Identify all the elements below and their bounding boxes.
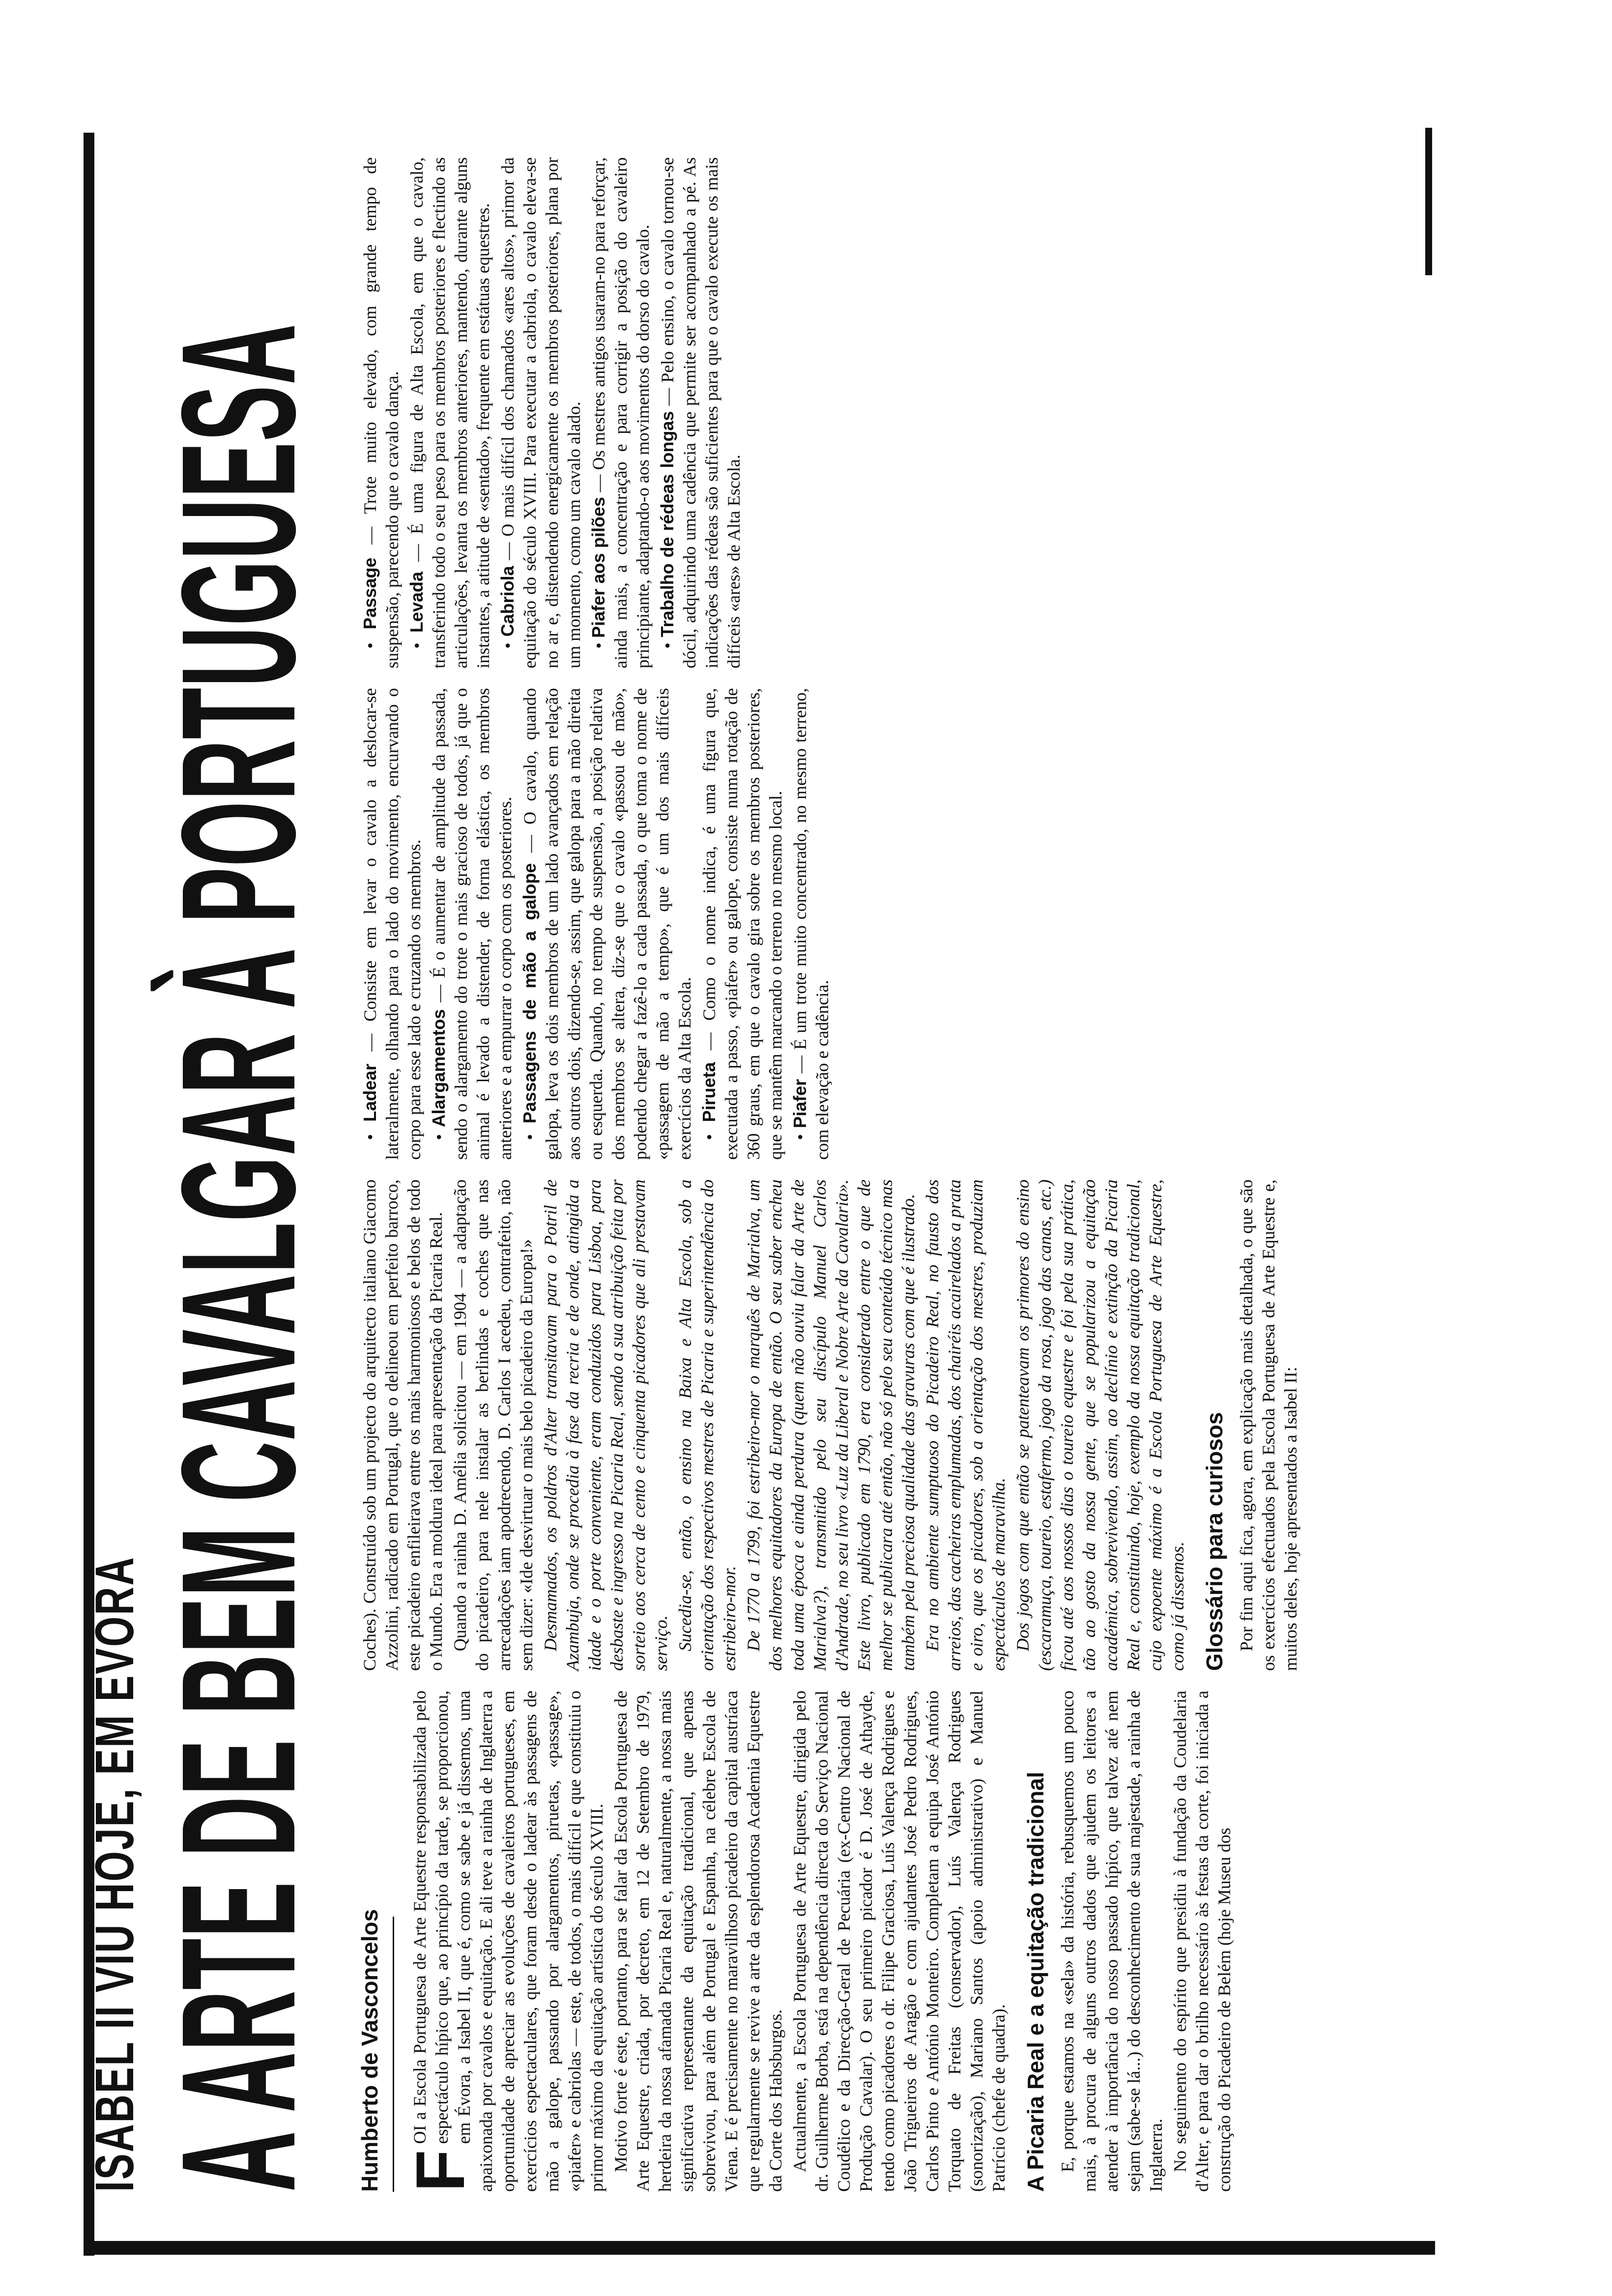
glossary-definition: — É uma figura de Alta Escola, em que o cavalo, transferindo todo o seu peso para os membros posteriores e flectindo as articulações, levanta os membros anteriores, mantendo, durante alguns instantes, a atitude de «sentado», frequente em estátuas equestres.	[407, 157, 493, 668]
byline-rule	[393, 1917, 394, 2192]
newspaper-article	[84, 128, 1430, 2211]
article-column-2	[359, 1179, 1304, 1671]
paragraph: Por fim aqui fica, agora, em explicação mais detalhada, o que são os exercícios efectuados pela Escola Portuguesa de Arte Equestre e, muitos deles, hoje apresentados a Isabel II:	[1237, 1179, 1300, 1671]
paragraph: No seguimento do espírito que presidiu à fundação da Coudelaria d'Alter, e para dar o brilho necessário às festas da corte, foi iniciada a construção do Picadeiro de Belém (hoje Museu dos	[1170, 1691, 1234, 2192]
glossary-entry: • Ladear — Consiste em levar o cavalo a deslocar-se lateralmente, olhando para o lado do movimento, encurvando o corpo para esse lado e cruzando os membros.	[360, 688, 424, 1160]
glossary-definition: — Trote muito elevado, com grande tempo de suspensão, parecendo que o cavalo dança.	[360, 157, 402, 668]
glossary-term: Piafer aos pilões	[588, 497, 608, 638]
section-heading: Glossário para curiosos	[1202, 1412, 1227, 1671]
glossary-entry: • Piafer — É um trote muito concentrado, no mesmo terreno, com elevação e cadência.	[790, 688, 832, 1160]
glossary-entry: • Cabriola — O mais difícil dos chamados «ares altos», primor da equitação do século XVIII. Para executar a cabriola, o cavalo eleva-se no ar e, distendendo energicamente os membros posteriores, plana por um momento, como um cavalo alado.	[497, 157, 584, 668]
glossary-term: Ladear	[360, 1063, 380, 1122]
section-heading: A Picaria Real e a equitação tradicional	[1023, 1772, 1048, 2192]
paragraph: Dos jogos com que então se patenteavam os primores do ensino (escaramuça, toureio, estafermo, jogo da rosa, jogo das canas, etc.) ficou até aos nossos dias o toureio equestre e foi pela sua prática, tão ao gosto da nossa gente, que se popularizou a equitação académica, sobrevivendo, assim, ao declínio e extinção da Picaria Real e, constituindo, hoje, exemplo da nossa equitação tradicional, cujo expoente máximo é a Escola Portuguesa de Arte Equestre, como já dissemos.	[1013, 1179, 1187, 1671]
article-column-1	[359, 1691, 1238, 2192]
paragraph: Era no ambiente sumptuoso do Picadeiro Real, no fausto dos arreios, das cacheiras emplumadas, dos chairéis acairelados a prata e oiro, que os picadores, sob a orientação dos mestres, produziam espectáculos de maravilha.	[922, 1179, 1008, 1671]
glossary-entry: • Passage — Trote muito elevado, com grande tempo de suspensão, parecendo que o cavalo dança.	[360, 157, 402, 668]
glossary-entry: • Passagens de mão a galope — O cavalo, quando galopa, leva os dois membros de um lado avançados em relação aos outros dois, dizendo-se, assim, que galopa para a mão direita ou esquerda. Quando, no tempo de suspensão, a posição relativa dos membros se altera, diz-se que o cavalo «passou de mão», podendo chegar a fazê-lo a cada passada, o que toma o nome de «passagem de mão a tempo», que é um dos mais difíceis exercícios da Alta Escola.	[519, 688, 694, 1160]
headline: A ARTE DE BEM CAVALGAR À PORTUGUESA	[147, 323, 329, 2192]
glossary-term: Trabalho de rédeas longas	[657, 411, 677, 637]
glossary-term: Passage	[360, 557, 380, 630]
paragraph: E, porque estamos na «sela» da história, rebusquemos um pouco mais, à procura de alguns outros dados que ajudem os leitores a atender à importância do nosso passado hípico, que talvez até nem sejam (sabe-se lá...) do desconhecimento de sua majestade, a rainha de Inglaterra.	[1058, 1691, 1166, 2192]
paragraph: Actualmente, a Escola Portuguesa de Arte Equestre, dirigida pelo dr. Guilherme Borba, está na dependência directa do Serviço Nacional Coudélico e da Direcção-Geral de Pecuária (ex-Centro Nacional de Produção Cavalar). O seu primeiro picador é D. José de Athayde, tendo como picadores o dr. Filipe Graciosa, Luís Valença Rodrigues e João Trigueiros de Aragão e com ajudantes José Pedro Rodrigues, Carlos Pinto e António Monteiro. Completam a equipa José António Torquato de Freitas (conservador), Luís Valença Rodrigues (sonorização), Mariano Santos (apoio administrativo) e Manuel Patrício (chefe de quadra).	[790, 1691, 1008, 2192]
glossary-entry: • Piafer aos pilões — Os mestres antigos usaram-no para reforçar, ainda mais, a concentração e para corrigir a posição do cavaleiro principiante, adaptando-o aos movimentos do dorso do cavalo.	[588, 157, 653, 668]
paragraph: Motivo forte é este, portanto, para se falar da Escola Portuguesa de Arte Equestre, criada, por decreto, em 12 de Setembro de 1979, herdeira da nossa afamada Picaria Real e, naturalmente, a nossa mais significativa representante da equitação tradicional, que apenas sobrevivou, para além de Portugal e Espanha, na célebre Escola de Viena. E é precisamente no maravilhoso picadeiro da capital austríaca que regularmente se revive a arte da esplendorosa Academia Equestre da Corte dos Habsburgos.	[611, 1691, 785, 2192]
glossary-term: Piafer	[790, 1079, 810, 1128]
glossary-entry: • Levada — É uma figura de Alta Escola, em que o cavalo, transferindo todo o seu peso para os membros posteriores e flectindo as articulações, levanta os membros anteriores, mantendo, durante alguns instantes, a atitude de «sentado», frequente em estátuas equestres.	[406, 157, 493, 668]
glossary-entry: • Trabalho de rédeas longas — Pelo ensino, o cavalo tornou-se dócil, adquirindo uma cadência que permite ser acompanhado a pé. As indicações das rédeas são suficientes para que o cavalo execute os mais difíceis «ares» de Alta Escola.	[657, 157, 744, 668]
paragraph	[402, 1691, 608, 2192]
glossary-term: Pirueta	[699, 1062, 719, 1122]
glossary-term: Levada	[406, 572, 427, 633]
paragraph: Sucedia-se, então, o ensino na Baixa e Alta Escola, sob a orientação dos respectivos mestres de Picaria e superintendência do estribeiro-mor.	[675, 1179, 739, 1671]
glossary-definition: — É um trote muito concentrado, no mesmo terreno, com elevação e cadência.	[790, 688, 832, 1160]
glossary-entry: • Pirueta — Como o nome indica, é uma figura que, executada a passo, «piafer» ou galope, consiste numa rotação de 360 graus, em que o cavalo gira sobre os membros posteriores, que se mantêm marcando o terreno no mesmo local.	[699, 688, 785, 1160]
paragraph: Coches). Construído sob um projecto do arquitecto italiano Giacomo Azzolini, radicado em Portugal, que o delineou em perfeito barroco, este picadeiro enfileirava entre os mais harmoniosos e belos de todo o Mundo. Era a moldura ideal para apresentação da Picaria Real.	[360, 1179, 446, 1671]
glossary-definition: — Consiste em levar o cavalo a deslocar-se lateralmente, olhando para o lado do movimento, encurvando o corpo para esse lado e cruzando os membros.	[360, 688, 424, 1160]
kicker: ISABEL II VIU HOJE, EM ÉVORA	[85, 1556, 145, 2192]
glossary-definition: — Os mestres antigos usaram-no para reforçar, ainda mais, a concentração e para corrigir a posição do cavaleiro principiante, adaptando-o aos movimentos do dorso do cavalo.	[589, 157, 653, 668]
glossary-term: Cabriola	[497, 566, 518, 637]
article-column-3	[359, 688, 835, 1160]
glossary-entry: • Alargamentos — É o aumentar de amplitude da passada, sendo o alargamento do trote o mais gracioso de todos, já que o animal é levado a distender, de forma elástica, os membros anteriores e a empurrar o corpo com os posteriores.	[429, 688, 515, 1160]
paragraph: Quando a rainha D. Amélia solicitou — em 1904 — a adaptação do picadeiro, para nele instalar as berlindas e coches que nas arrecadações iam apodrecendo, D. Carlos I acedeu, contrafeito, não sem dizer: «Ide desvirtuar o mais belo picadeiro da Europa!»	[450, 1179, 536, 1671]
glossary-definition: — O cavalo, quando galopa, leva os dois membros de um lado avançados em relação aos outros dois, dizendo-se, assim, que galopa para a mão direita ou esquerda. Quando, no tempo de suspensão, a posição relativa dos membros se altera, diz-se que o cavalo «passou de mão», podendo chegar a fazê-lo a cada passada, o que toma o nome de «passagem de mão a tempo», que é um dos mais difíceis exercícios da Alta Escola.	[520, 688, 694, 1160]
glossary-definition: — Como o nome indica, é uma figura que, executada a passo, «piafer» ou galope, consiste numa rotação de 360 graus, em que o cavalo gira sobre os membros posteriores, que se mantêm marcando o terreno no mesmo local.	[699, 688, 785, 1160]
paragraph: Desmamados, os poldros d'Alter transitavam para o Potril de Azambuja, onde se procedia à fase da recria e de onde, atingida a idade e o porte conveniente, eram conduzidos para Lisboa, para desbaste e ingresso na Picaria Real, sendo a sua atribuição feita por sorteio aos cerca de cento e cinquenta picadores que ali prestavam serviço.	[541, 1179, 671, 1671]
glossary-definition: — O mais difícil dos chamados «ares altos», primor da equitação do século XVIII. Para executar a cabriola, o cavalo eleva-se no ar e, distendendo energicamente os membros posteriores, plana por um momento, como um cavalo alado.	[498, 157, 584, 668]
scan-border-bottom	[84, 2241, 1435, 2255]
glossary-definition: — Pelo ensino, o cavalo tornou-se dócil, adquirindo uma cadência que permite ser acompanhado a pé. As indicações das rédeas são suficientes para que o cavalo execute os mais difíceis «ares» de Alta Escola.	[658, 157, 744, 668]
glossary-term: Alargamentos	[429, 1009, 449, 1127]
glossary-definition: — É o aumentar de amplitude da passada, sendo o alargamento do trote o mais gracioso de todos, já que o animal é levado a distender, de forma elástica, os membros anteriores e a empurrar o corpo com os posteriores.	[429, 688, 515, 1160]
byline: Humberto de Vasconcelos	[357, 1909, 382, 2192]
glossary-term: Passagens de mão a galope	[519, 863, 540, 1124]
paragraph-text: OI a Escola Portuguesa de Arte Equestre responsabilizada pelo espectáculo hípico que, ao princípio da tarde, se proporcionou, em Évora, a Isabel II, que é, como se sabe e já dissemos, uma apaixonada por cavalos e equitação. E ali teve a rainha de Inglaterra a oportunidade de apreciar as evoluções de cavaleiros portugueses, em exercícios espectaculares, que foram desde o ladear às passagens de mão a galope, passando por alargamentos, piruetas, «passage», «piafer» e cabriolas — este, de todos, o mais difícil e que constituiu o primor máximo da equitação artística do século XVIII.	[410, 1691, 606, 2192]
article-column-4	[359, 157, 747, 668]
dropcap: F	[402, 2150, 479, 2192]
paragraph: De 1770 a 1799, foi estribeiro-mor o marquês de Marialva, um dos melhores equitadores da Europa de então. O seu saber encheu toda uma época e ainda perdura (quem não ouviu falar da Arte de Marialva?), transmitido pelo seu discípulo Manuel Carlos d'Andrade, no seu livro «Luz da Liberal e Nobre Arte da Cavalaria». Este livro, publicado em 1790, era considerado entre o que de melhor se publicara até então, não só pelo seu conteúdo técnico mas também pela preciosa qualidade das gravuras com que é ilustrado.	[744, 1179, 918, 1671]
